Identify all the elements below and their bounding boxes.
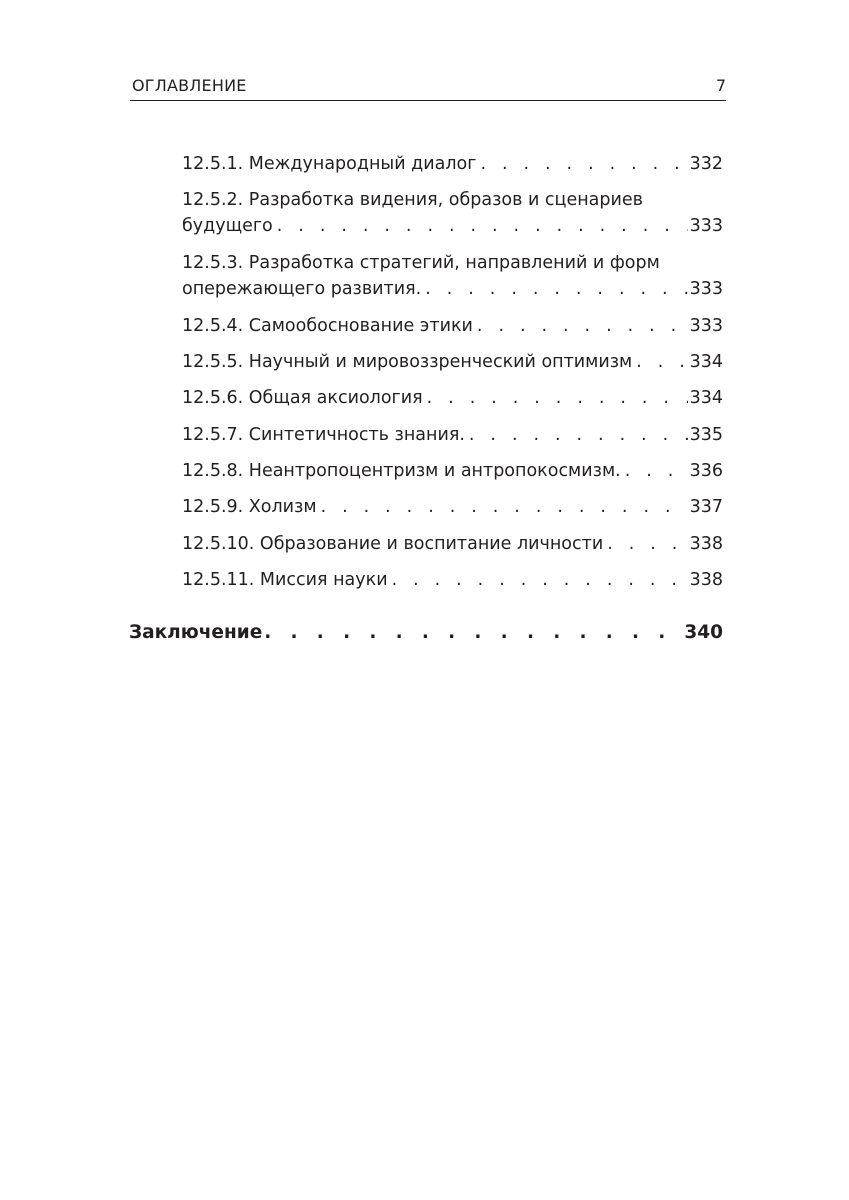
toc-entry-page: 338 (689, 534, 723, 554)
toc-leader-dots (480, 151, 687, 177)
toc-entry-page: 337 (689, 497, 723, 517)
toc-leader-dots (636, 349, 687, 375)
toc-entry-title-line: опережающего развития. (182, 279, 422, 299)
toc-entry-page: 334 (689, 388, 723, 408)
toc-entry-page: 333 (689, 279, 723, 299)
toc-leader-dots (277, 213, 688, 239)
toc-entry-title-line: будущего (182, 216, 273, 236)
toc-entry-12-5-8[interactable] (182, 458, 723, 484)
toc-entry-title: 12.5.7. Синтетичность знания. (182, 425, 465, 445)
toc-entry-title: 12.5.8. Неантропоцентризм и антропокосмизм. (182, 461, 621, 481)
toc-entry-12-5-4[interactable] (182, 313, 723, 339)
toc-entry-12-5-11[interactable] (182, 567, 723, 593)
toc-entry-12-5-9[interactable] (182, 494, 723, 520)
toc-entry-page: 340 (684, 622, 723, 643)
toc-entry-12-5-7[interactable] (182, 422, 723, 448)
toc-entry-page: 338 (689, 570, 723, 590)
toc-entry-page: 336 (689, 461, 723, 481)
toc-entry-12-5-1[interactable] (182, 151, 723, 177)
toc-entry-title: 12.5.6. Общая аксиология (182, 388, 423, 408)
toc-entry-page: 335 (689, 425, 723, 445)
toc-leader-dots (427, 385, 688, 411)
toc-leader-dots (392, 567, 688, 593)
running-header (130, 74, 726, 101)
page-number: 7 (715, 76, 726, 95)
toc-leader-dots (425, 276, 687, 302)
toc-entry-title: 12.5.11. Миссия науки (182, 570, 388, 590)
toc-entry-conclusion[interactable] (129, 620, 723, 646)
toc-entry-title: Заключение (129, 622, 263, 643)
toc-entry-title-line: 12.5.2. Разработка видения, образов и сценариев (182, 190, 643, 210)
running-title: ОГЛАВЛЕНИЕ (132, 76, 247, 95)
toc-entry-title: 12.5.1. Международный диалог (182, 154, 477, 174)
toc-entry-12-5-2[interactable] (182, 187, 723, 239)
toc-entry-page: 333 (689, 216, 723, 236)
toc-leader-dots (264, 620, 684, 646)
toc-entry-title: 12.5.4. Самообоснование этики (182, 316, 473, 336)
toc-entry-12-5-10[interactable] (182, 531, 723, 557)
toc-entry-title: 12.5.9. Холизм (182, 497, 317, 517)
toc-entry-12-5-5[interactable] (182, 349, 723, 375)
toc-leader-dots (607, 531, 687, 557)
toc-leader-dots (321, 494, 688, 520)
toc-entry-title-line: 12.5.3. Разработка стратегий, направлений и форм (182, 253, 660, 273)
toc-entry-12-5-3[interactable] (182, 250, 723, 302)
toc-entry-title: 12.5.5. Научный и мировоззренческий оптимизм (182, 352, 633, 372)
toc-leader-dots (469, 422, 688, 448)
toc-entry-page: 334 (689, 352, 723, 372)
toc-entry-12-5-6[interactable] (182, 385, 723, 411)
toc-entry-page: 333 (689, 316, 723, 336)
toc-leader-dots (477, 313, 688, 339)
toc-entry-page: 332 (689, 154, 723, 174)
toc-entry-title: 12.5.10. Образование и воспитание личности (182, 534, 604, 554)
toc-leader-dots (625, 458, 688, 484)
